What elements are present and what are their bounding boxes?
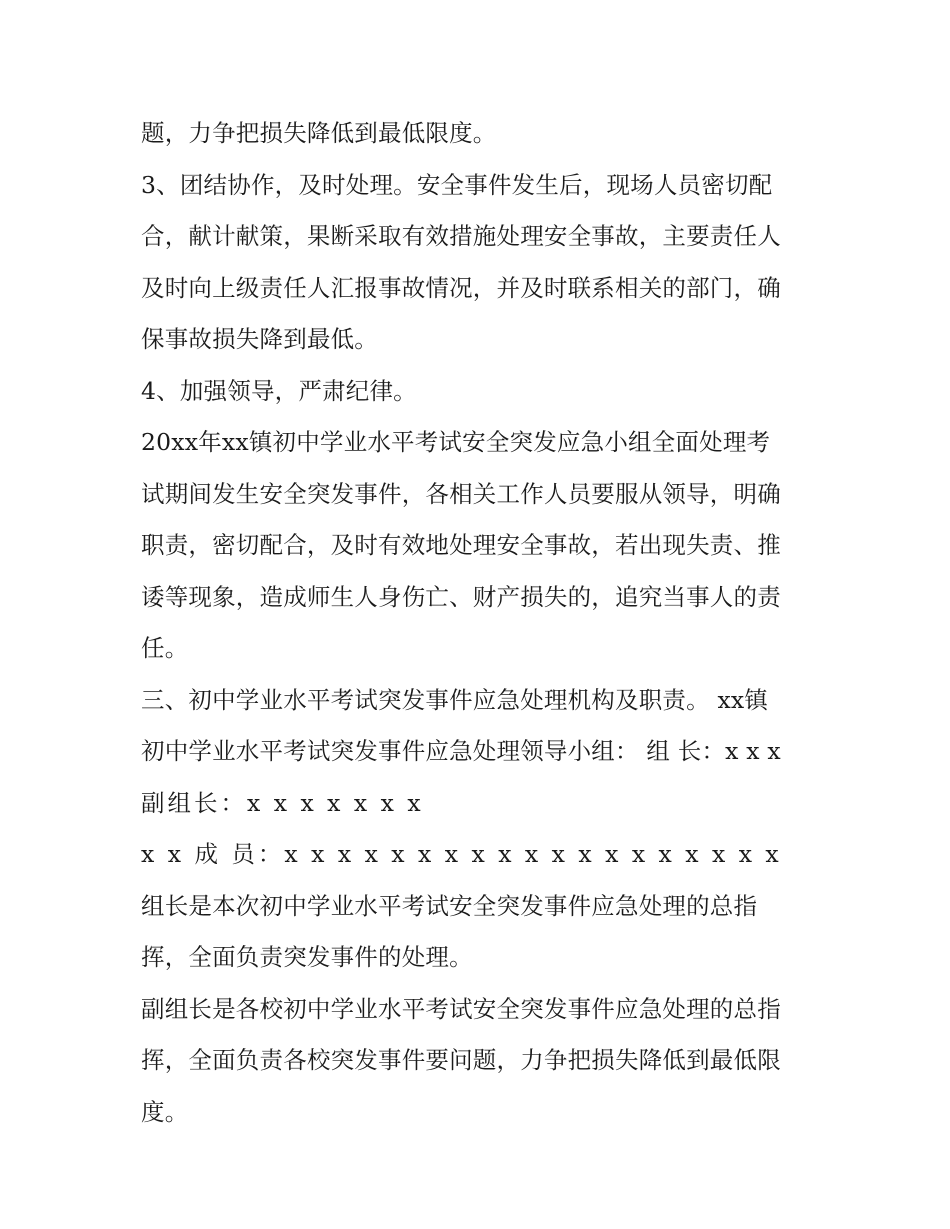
text-line: 任。 <box>141 634 189 662</box>
text-line: 度。 <box>141 1097 189 1126</box>
text-line: 诿等现象，造成师生人身伤亡、财产损失的，追究当事人的责 <box>141 582 781 611</box>
text-line: 20xx年xx镇初中学业水平考试安全突发应急小组全面处理考 <box>141 428 771 456</box>
text-line: 及时向上级责任人汇报事故情况，并及时联系相关的部门，确 <box>141 273 781 302</box>
text-line: 组长是本次初中学业水平考试安全突发事件应急处理的总指 <box>141 891 758 920</box>
text-line: 初中学业水平考试突发事件应急处理领导小组： 组 长：x x x <box>141 737 781 765</box>
text-line: x x 成 员：x x x x x x x x x x x x x x x x x x x <box>141 840 782 868</box>
text-line: 副组长：x x x x x x x <box>141 788 424 817</box>
text-line: 题，力争把损失降低到最低限度。 <box>141 119 497 147</box>
text-line: 4、加强领导，严肃纪律。 <box>141 376 417 405</box>
text-line: 3、团结协作，及时处理。安全事件发生后，现场人员密切配 <box>141 170 773 199</box>
text-line: 保事故损失降到最低。 <box>141 325 378 353</box>
text-line: 挥，全面负责突发事件的处理。 <box>141 943 473 971</box>
text-line: 副组长是各校初中学业水平考试安全突发事件应急处理的总指 <box>141 994 781 1023</box>
text-line: 挥，全面负责各校突发事件要问题，力争把损失降低到最低限 <box>141 1046 781 1074</box>
text-line: 三、初中学业水平考试突发事件应急处理机构及职责。 xx镇 <box>141 685 769 714</box>
text-line: 试期间发生安全突发事件，各相关工作人员要服从领导，明确 <box>141 479 781 508</box>
text-line: 职责，密切配合，及时有效地处理安全事故，若出现失责、推 <box>141 531 781 559</box>
text-line: 合，献计献策，果断采取有效措施处理安全事故，主要责任人 <box>141 222 781 250</box>
document-body <box>141 108 821 1138</box>
